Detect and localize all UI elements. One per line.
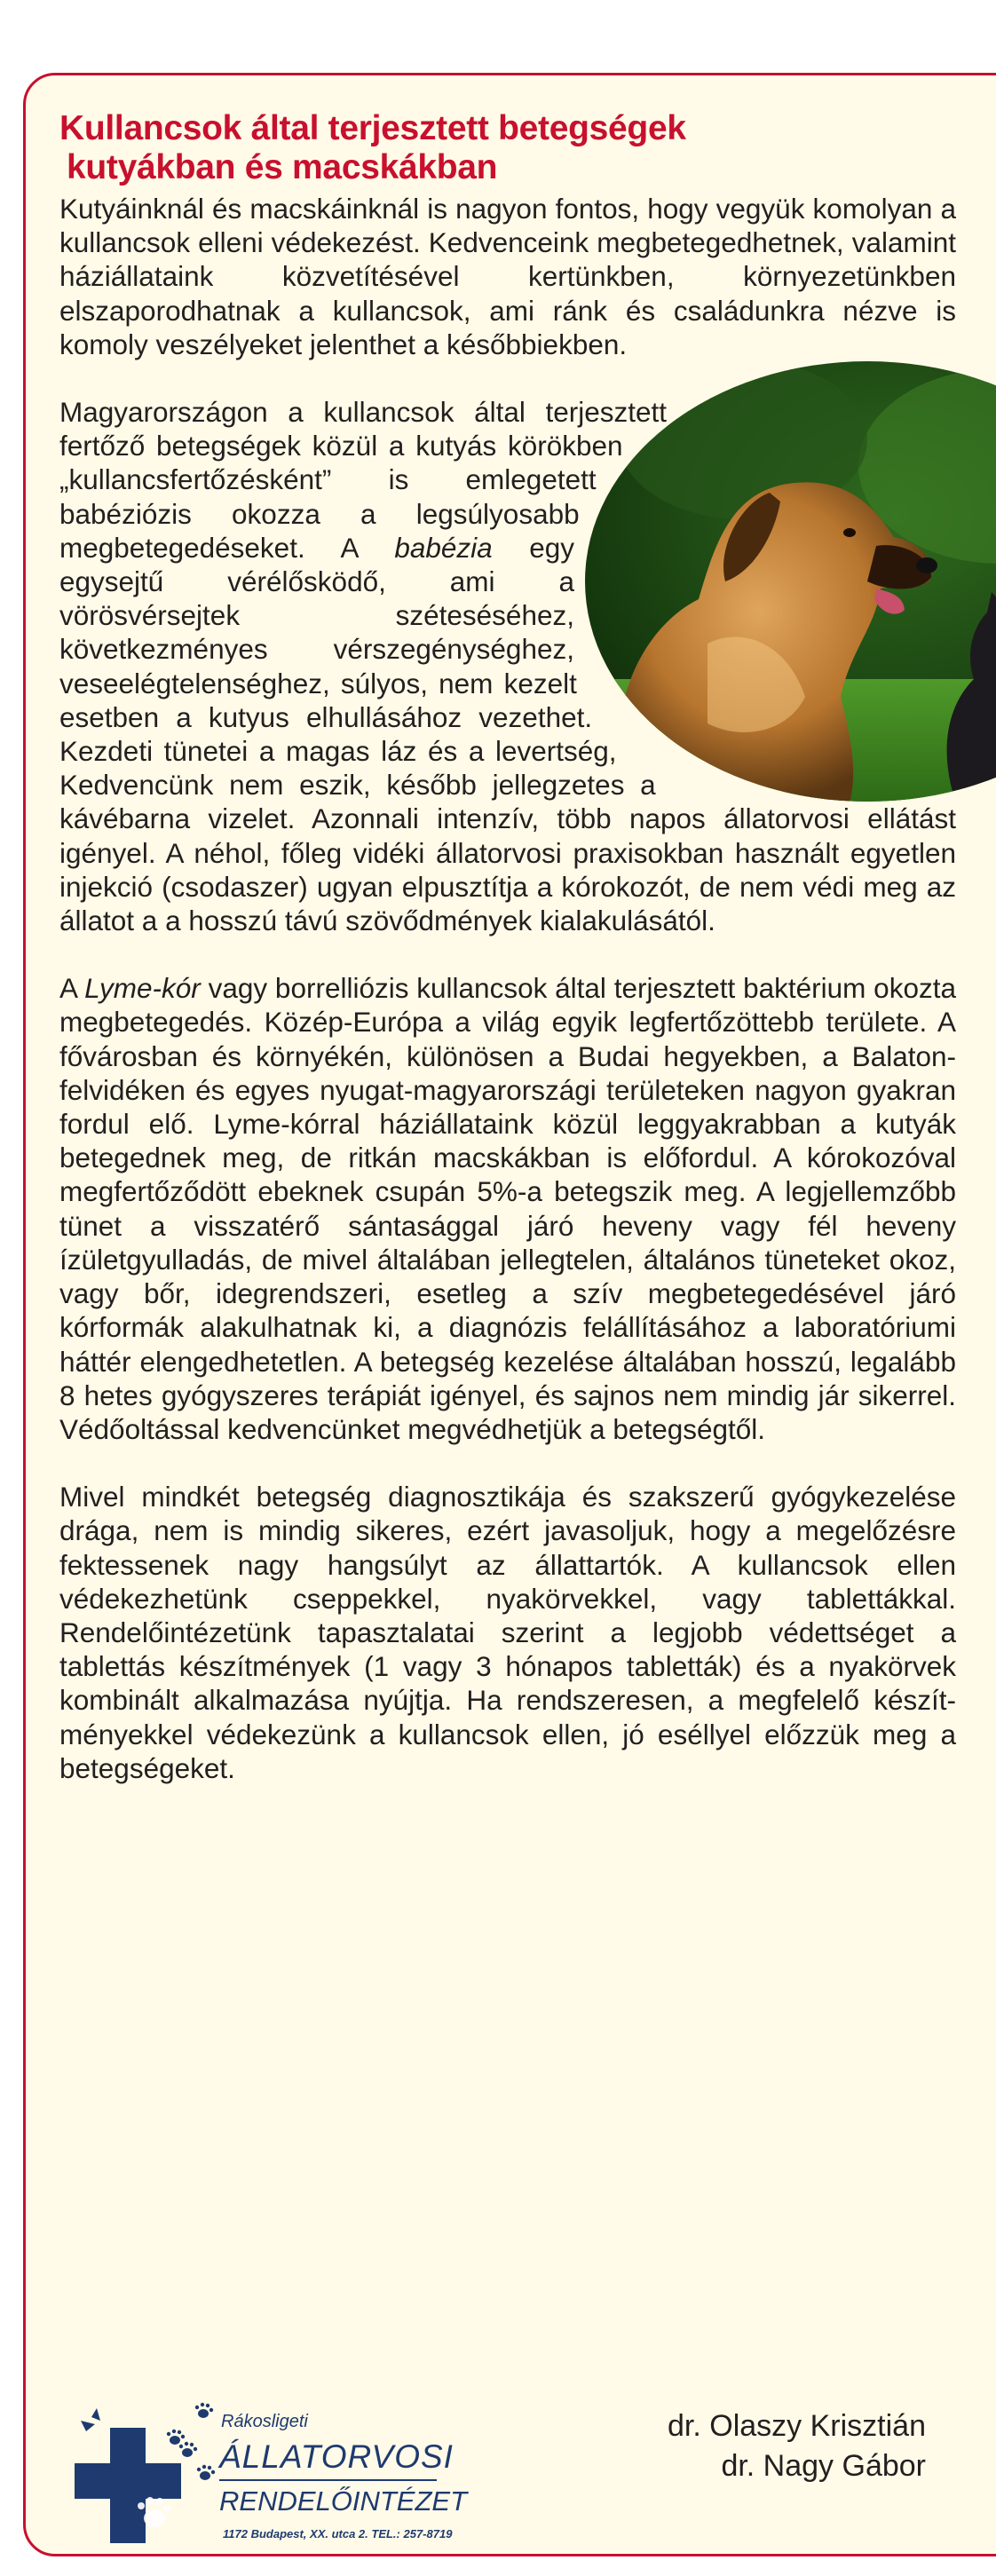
babesia-term: babézia [394, 531, 493, 564]
author-1: dr. Olaszy Krisztián [668, 2409, 926, 2443]
logo-line-1: ÁLLATORVOSI [219, 2438, 454, 2475]
logo-line-2: RENDELŐINTÉZET [219, 2485, 468, 2517]
logo-address: 1172 Budapest, XX. utca 2. TEL.: 257-8719 [223, 2527, 453, 2540]
babesiosis-text-a: Magyarországon a kullancsok által terjesztett fertőző betegségek közül a kutyás körökben „kullancsfertőzésként” is emlegetett babéziózis okozza a legsúlyosabb megbetegedéseket. A [59, 396, 668, 564]
logo-divider [219, 2479, 437, 2481]
signature [668, 2406, 926, 2486]
author-2: dr. Nagy Gábor [721, 2449, 926, 2483]
article-content [59, 109, 956, 1785]
logo-small-text: Rákosligeti [221, 2412, 308, 2431]
article-card [23, 73, 996, 2556]
lyme-text-a: A [59, 972, 85, 1005]
paragraph-intro: Kutyáinknál és macskáinknál is nagyon fontos, hogy vegyük komolyan a kullancsok elleni védekezést. Kedvenceink megbetegedhetnek, valamint háziállataink közvetítésével kertünkben, környezetünkben elszaporodhatnak a kullancsok, ami ránk és családunkra nézve is komoly veszélyeket jelenthet a későbbiekben. [59, 193, 956, 360]
title-line-2: kutyákban és macskákban [67, 148, 498, 186]
paragraph-prevention: Mivel mindkét betegség diagnosztikája és szakszerű gyógykezelése drága, nem is mindig sikeres, ezért javasoljuk, hogy a megelőzésre fektessenek nagy hangsúlyt az állattartók. A kullancsok ellen védekezhetünk cseppekkel, nyakörvekkel, vagy tablettákkal. Rendelőintézetünk tapasztalatai szerint a legjobb védettséget a tablettás készítmények (1 vagy 3 hónapos tabletták) és a nyakörvek kombinált alkalmazása nyújtja. Ha rendszeresen, a megfelelő készítményekkel védekezünk a kullancsok ellen, jó eséllyel előzzük meg a betegségeket. [59, 1481, 956, 1784]
babesiosis-text-b: egy egysejtű vérélősködő, ami a vörösvérsejtek széteséséhez, következményes vérszegénységhez, veseelégtelenséghez, súlyos, nem kezelt esetben a kutyus elhullásához vezethet. Kezdeti tünetei a magas láz és a levertség, Kedvencünk nem eszik, később jellegzetes a kávébarna vizelet. Azonnali intenzív, több napos állatorvosi ellátást igényel. A néhol, főleg vidéki állatorvosi praxisokban használt egyetlen injekció (csodaszer) ugyan elpusztítja a kórokozót, de nem védi meg az állatot a a hosszú távú szövődmények kialakulásától. [59, 531, 956, 937]
article-title [59, 109, 956, 187]
clinic-logo [70, 2401, 487, 2552]
paragraph-lyme [59, 971, 956, 1446]
footer [26, 2401, 996, 2552]
lyme-term: Lyme-kór [84, 972, 201, 1005]
title-line-1: Kullancsok által terjesztett betegségek [59, 109, 686, 147]
lyme-text-b: vagy borrelliózis kullancsok által terjesztett baktérium okozta megbetegedés. Közép-Európa a világ egyik legfertőzöttebb területe. A fővárosban és környékén, különösen a Budai hegyekben, a Balaton-felvidéken és egyes nyugat-magyarországi területeken nagyon gyakran fordul elő. Lyme-kórral háziállataink közül leggyakrabban a kutyák betegednek meg, de ritkán macskákban is előfordul. A kórokozóval megfertőződött ebeknek csupán 5%-a betegszik meg. A legjellemzőbb tünet a visszatérő sántasággal járó heveny vagy fél heveny ízületgyulladás, de mivel általában jellegtelen, általános tüneteket okoz, vagy bőr, idegrendszeri, esetleg a szív megbetegedésével járó kórformák alakulhatnak ki, a diagnózis felállításához a laboratóriumi háttér elengedhetetlen. A betegség kezelése általában hosszú, legalább 8 hetes gyógyszeres terápiát igényel, és sajnos nem mindig jár sikerrel. Védőoltással kedvencünket megvédhetjük a betegségtől. [59, 972, 956, 1445]
paw-cross-icon [70, 2401, 221, 2552]
